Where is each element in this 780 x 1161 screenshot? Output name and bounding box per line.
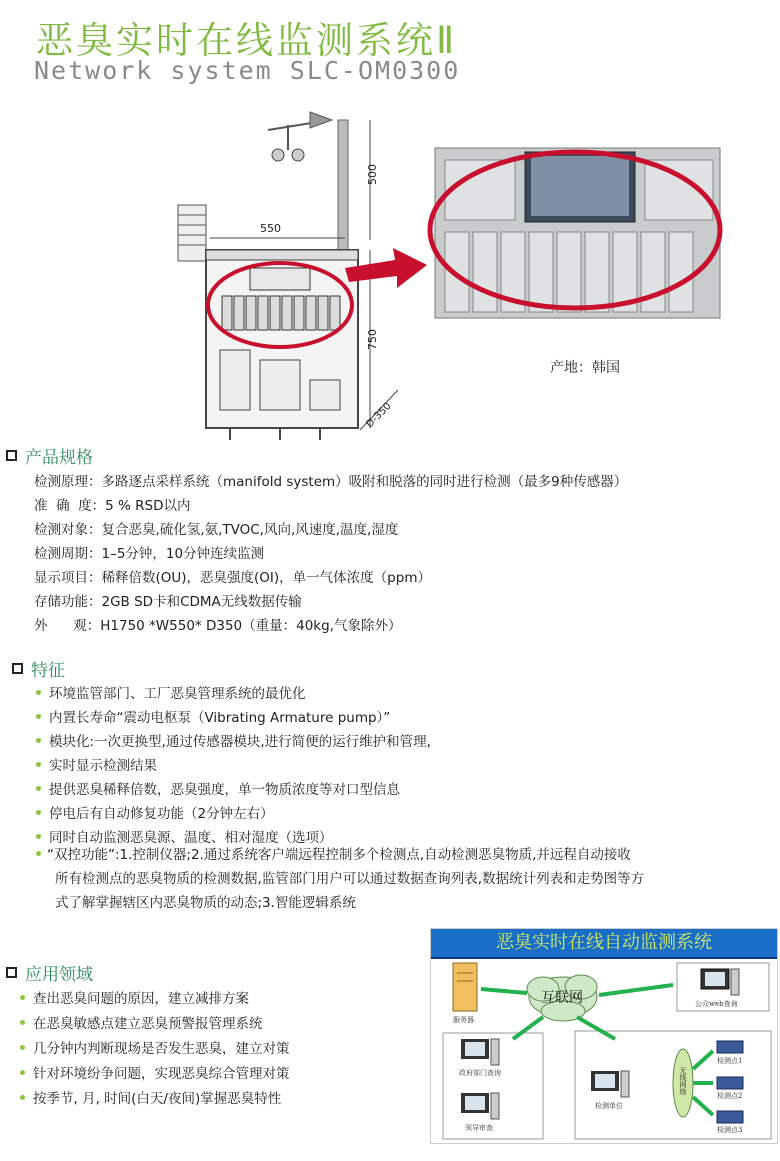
dot-bullet-icon	[20, 1020, 25, 1025]
server-label: 服务器	[453, 1016, 474, 1024]
sensor-shield-icon	[178, 205, 206, 261]
dot-bullet-icon	[20, 995, 25, 1000]
feature-text: 内置长寿命“震动电枢泵（Vibrating Armature pump）”	[49, 710, 391, 726]
network-title: 恶臭实时在线自动监测系统	[431, 929, 777, 959]
spec-row	[34, 518, 398, 538]
spec-label: 检测对象：	[34, 522, 102, 538]
gov-label: 政府部门查询	[459, 1069, 501, 1077]
feature-item	[36, 802, 274, 822]
spec-label: 外 观：	[34, 618, 101, 634]
public-web-label: 公众web查询	[695, 1000, 738, 1008]
application-text: 针对环境纷争问题，实现恶臭综合管理对策	[33, 1066, 290, 1082]
dot-bullet-icon	[36, 714, 41, 719]
feature-text-cont: 式了解掌握辖区内恶臭物质的动态;3.智能逻辑系统	[55, 895, 356, 911]
origin-label: 产地：韩国	[550, 360, 620, 376]
dot-bullet-icon	[36, 851, 41, 856]
server-icon	[453, 963, 477, 1011]
dot-bullet-icon	[36, 762, 41, 767]
application-item	[20, 1012, 263, 1032]
application-text: 查出恶臭问题的原因，建立减排方案	[33, 991, 249, 1007]
dim-550: 550	[260, 222, 281, 235]
page-title: 恶臭实时在线监测系统Ⅱ	[36, 19, 458, 62]
dot-bullet-icon	[20, 1045, 25, 1050]
square-bullet-icon	[6, 450, 17, 461]
spec-row	[34, 470, 627, 490]
feature-item	[36, 730, 431, 750]
spec-value: 稀释倍数(OU)，恶臭强度(OI)，单一气体浓度（ppm）	[101, 570, 431, 586]
spec-label: 显示项目：	[34, 570, 102, 586]
application-item	[20, 987, 249, 1007]
feature-text: “双控功能”:1.控制仪器;2.通过系统客户端远程控制多个检测点,自动检测恶臭物质,并远程自动接收	[47, 847, 631, 863]
application-item	[20, 1037, 290, 1057]
unit-label: 检测单位	[595, 1102, 623, 1110]
spec-row	[34, 614, 401, 634]
arrow-right-icon	[345, 240, 430, 300]
dim-500: 500	[366, 164, 379, 185]
station-label-3: 检测点3	[717, 1126, 743, 1134]
network-graphics	[431, 959, 777, 1143]
spec-value: 1–5分钟，10分钟连续监测	[101, 546, 265, 562]
spec-value: 2GB SD卡和CDMA无线数据传输	[101, 594, 302, 610]
section-features-heading	[12, 656, 65, 681]
spec-row	[34, 590, 302, 610]
section-specs-title: 产品规格	[25, 448, 93, 468]
spec-label: 存储功能：	[34, 594, 102, 610]
section-applications-heading	[6, 960, 93, 985]
application-text: 几分钟内判断现场是否发生恶臭，建立对策	[33, 1041, 290, 1057]
dot-bullet-icon	[36, 690, 41, 695]
dim-350: D-350	[364, 400, 394, 431]
leader-label: 领导审查	[465, 1124, 493, 1132]
dot-bullet-icon	[20, 1095, 25, 1100]
spec-value: H1750 *W550* D350（重量：40kg,气象除外）	[100, 618, 402, 634]
dot-bullet-icon	[36, 810, 41, 815]
station-label-2: 检测点2	[717, 1092, 743, 1100]
feature-text: 提供恶臭稀释倍数，恶臭强度，单一物质浓度等对口型信息	[49, 782, 400, 798]
feature-text: 模块化:一次更换型,通过传感器模块,进行简便的运行维护和管理,	[49, 734, 431, 750]
feature-item	[36, 682, 306, 702]
feature-item-long	[36, 843, 776, 915]
dot-bullet-icon	[36, 738, 41, 743]
section-features-title: 特征	[31, 661, 65, 681]
spec-value: 复合恶臭,硫化氢,氨,TVOC,风向,风速度,温度,湿度	[101, 522, 399, 538]
square-bullet-icon	[12, 663, 23, 674]
feature-text-cont: 所有检测点的恶臭物质的检测数据,监管部门用户可以通过数据查询列表,数据统计列表和走势图等方	[55, 871, 645, 887]
section-applications-title: 应用领域	[25, 965, 93, 985]
feature-item	[36, 754, 157, 774]
network-diagram	[430, 928, 778, 1144]
feature-text: 停电后有自动修复功能（2分钟左右）	[49, 806, 274, 822]
internet-label: 互联网	[541, 990, 583, 1006]
feature-text: 实时显示检测结果	[49, 758, 157, 774]
page-subtitle: Network system SLC-OM0300	[34, 56, 461, 85]
spec-row	[34, 566, 431, 586]
wireless-label: 无线网络	[679, 1067, 687, 1095]
feature-item	[36, 778, 400, 798]
dim-750: 750	[366, 329, 379, 350]
square-bullet-icon	[6, 967, 17, 978]
wind-vane-icon	[268, 112, 332, 161]
application-item	[20, 1087, 281, 1107]
dot-bullet-icon	[36, 786, 41, 791]
spec-row	[34, 494, 191, 514]
application-text: 按季节, 月, 时间(白天/夜间)掌握恶臭特性	[33, 1091, 282, 1107]
application-item	[20, 1062, 290, 1082]
module-photo	[425, 140, 725, 330]
dot-bullet-icon	[36, 834, 41, 839]
application-text: 在恶臭敏感点建立恶臭预警报管理系统	[33, 1016, 263, 1032]
spec-label: 准 确 度：	[34, 498, 106, 514]
spec-value: 多路逐点采样系统（manifold system）吸附和脱落的同时进行检测（最多9种传感器）	[101, 474, 628, 490]
feature-item	[36, 706, 390, 726]
station-label-1: 检测点1	[717, 1057, 743, 1065]
station-icons	[717, 1041, 743, 1123]
spec-value: 5 % RSD以内	[105, 498, 191, 514]
feature-text: 环境监管部门、工厂恶臭管理系统的最优化	[49, 686, 306, 702]
spec-label: 检测周期：	[34, 546, 102, 562]
spec-row	[34, 542, 264, 562]
dot-bullet-icon	[20, 1070, 25, 1075]
spec-label: 检测原理：	[34, 474, 102, 490]
section-specs-heading	[6, 443, 93, 468]
feature-text: 同时自动监测恶臭源、温度、相对湿度（选项）	[49, 830, 333, 846]
